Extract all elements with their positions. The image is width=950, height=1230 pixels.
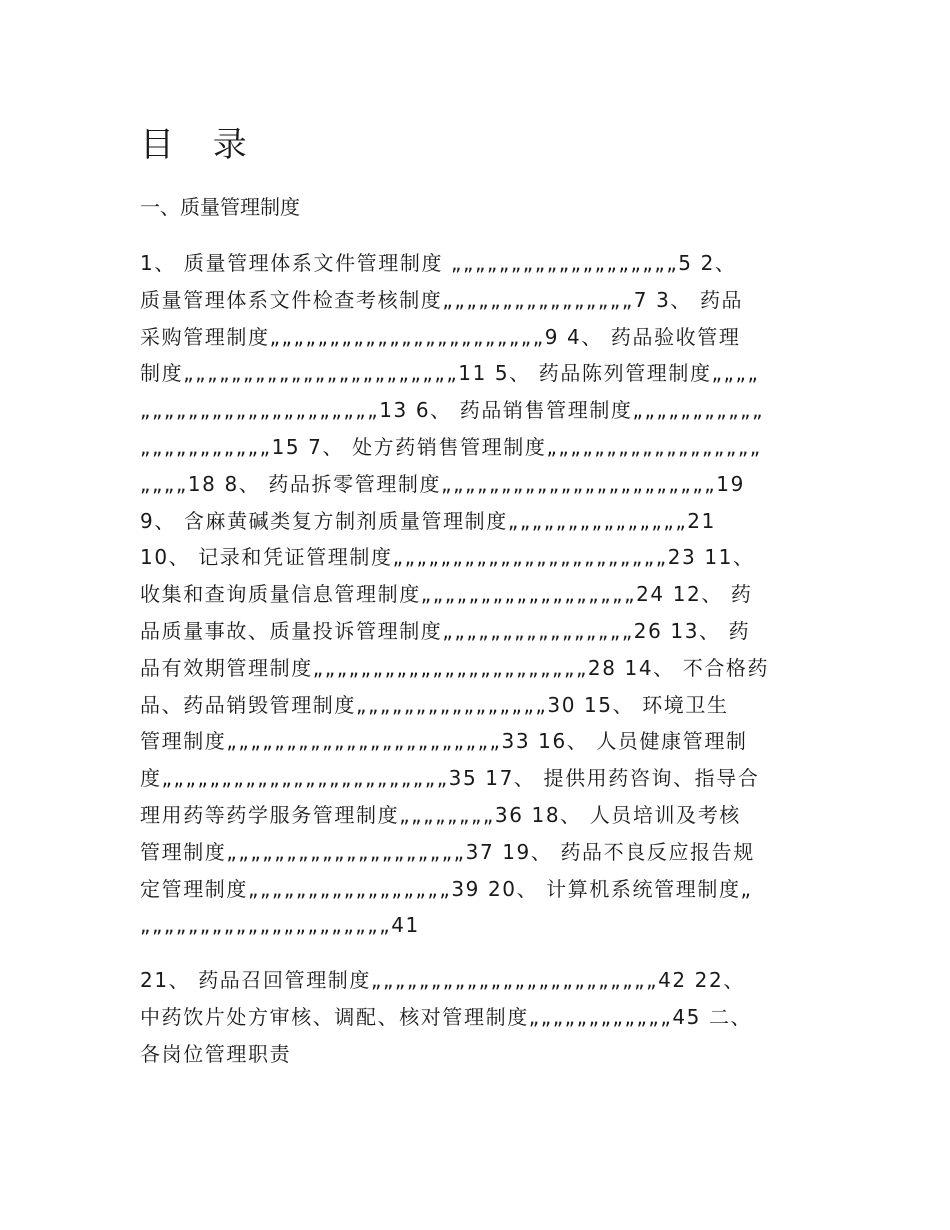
toc-line: „„„„18 8、 药品拆零管理制度„„„„„„„„„„„„„„„„„„„„„„„19 [140, 471, 745, 496]
toc-line: 9、 含麻黄碱类复方制剂质量管理制度„„„„„„„„„„„„„„„21 [140, 508, 716, 533]
toc-line: 质量管理体系文件检查考核制度„„„„„„„„„„„„„„„„7 3、 药品 [140, 287, 744, 312]
toc-line: 21、 药品召回管理制度„„„„„„„„„„„„„„„„„„„„„„„„42 22、 [140, 968, 745, 992]
toc-line: 品有效期管理制度„„„„„„„„„„„„„„„„„„„„„„„28 14、 不合格药 [140, 655, 770, 680]
toc-line: 定管理制度„„„„„„„„„„„„„„„„„39 20、 计算机系统管理制度„ [140, 876, 753, 901]
toc-line: 管理制度„„„„„„„„„„„„„„„„„„„„37 19、 药品不良反应报告规 [140, 839, 755, 864]
section-heading: 一、质量管理制度 [140, 195, 300, 219]
toc-line: 采购管理制度„„„„„„„„„„„„„„„„„„„„„„„9 4、 药品验收管理 [140, 324, 741, 349]
toc-line: 各岗位管理职责 [140, 1041, 292, 1066]
toc-line: 中药饮片处方审核、调配、核对管理制度„„„„„„„„„„„„45 二、 [140, 1004, 753, 1029]
toc-line: „„„„„„„„„„„15 7、 处方药销售管理制度„„„„„„„„„„„„„„„„„„ [140, 434, 762, 459]
toc-paragraph [140, 245, 820, 944]
toc-line: 制度„„„„„„„„„„„„„„„„„„„„„„„11 5、 药品陈列管理制度„„„„ [140, 361, 760, 386]
toc-paragraph-2 [140, 962, 820, 1072]
toc-line: „„„„„„„„„„„„„„„„„„„„13 6、 药品销售管理制度„„„„„„„„„„„ [140, 398, 765, 423]
toc-line: 收集和查询质量信息管理制度„„„„„„„„„„„„„„„„„„24 12、 药 [140, 582, 753, 607]
toc-line: 10、 记录和凭证管理制度„„„„„„„„„„„„„„„„„„„„„„„23 11、 [140, 545, 755, 570]
toc-line: 品、药品销毁管理制度„„„„„„„„„„„„„„„„30 15、 环境卫生 [140, 692, 729, 717]
toc-line: 品质量事故、质量投诉管理制度„„„„„„„„„„„„„„„„26 13、 药 [140, 618, 751, 643]
toc-line: 1、 质量管理体系文件管理制度 „„„„„„„„„„„„„„„„„„„5 2、 [140, 251, 737, 275]
toc-line: „„„„„„„„„„„„„„„„„„„„„41 [140, 913, 420, 938]
toc-line: 管理制度„„„„„„„„„„„„„„„„„„„„„„„33 16、 人员健康管理制 [140, 729, 748, 754]
toc-line: 度„„„„„„„„„„„„„„„„„„„„„„„„35 17、 提供用药咨询、指导合 [140, 766, 760, 791]
page-title: 目 录 [140, 125, 261, 165]
toc-line: 理用药等药学服务管理制度„„„„„„„„36 18、 人员培训及考核 [140, 802, 741, 827]
